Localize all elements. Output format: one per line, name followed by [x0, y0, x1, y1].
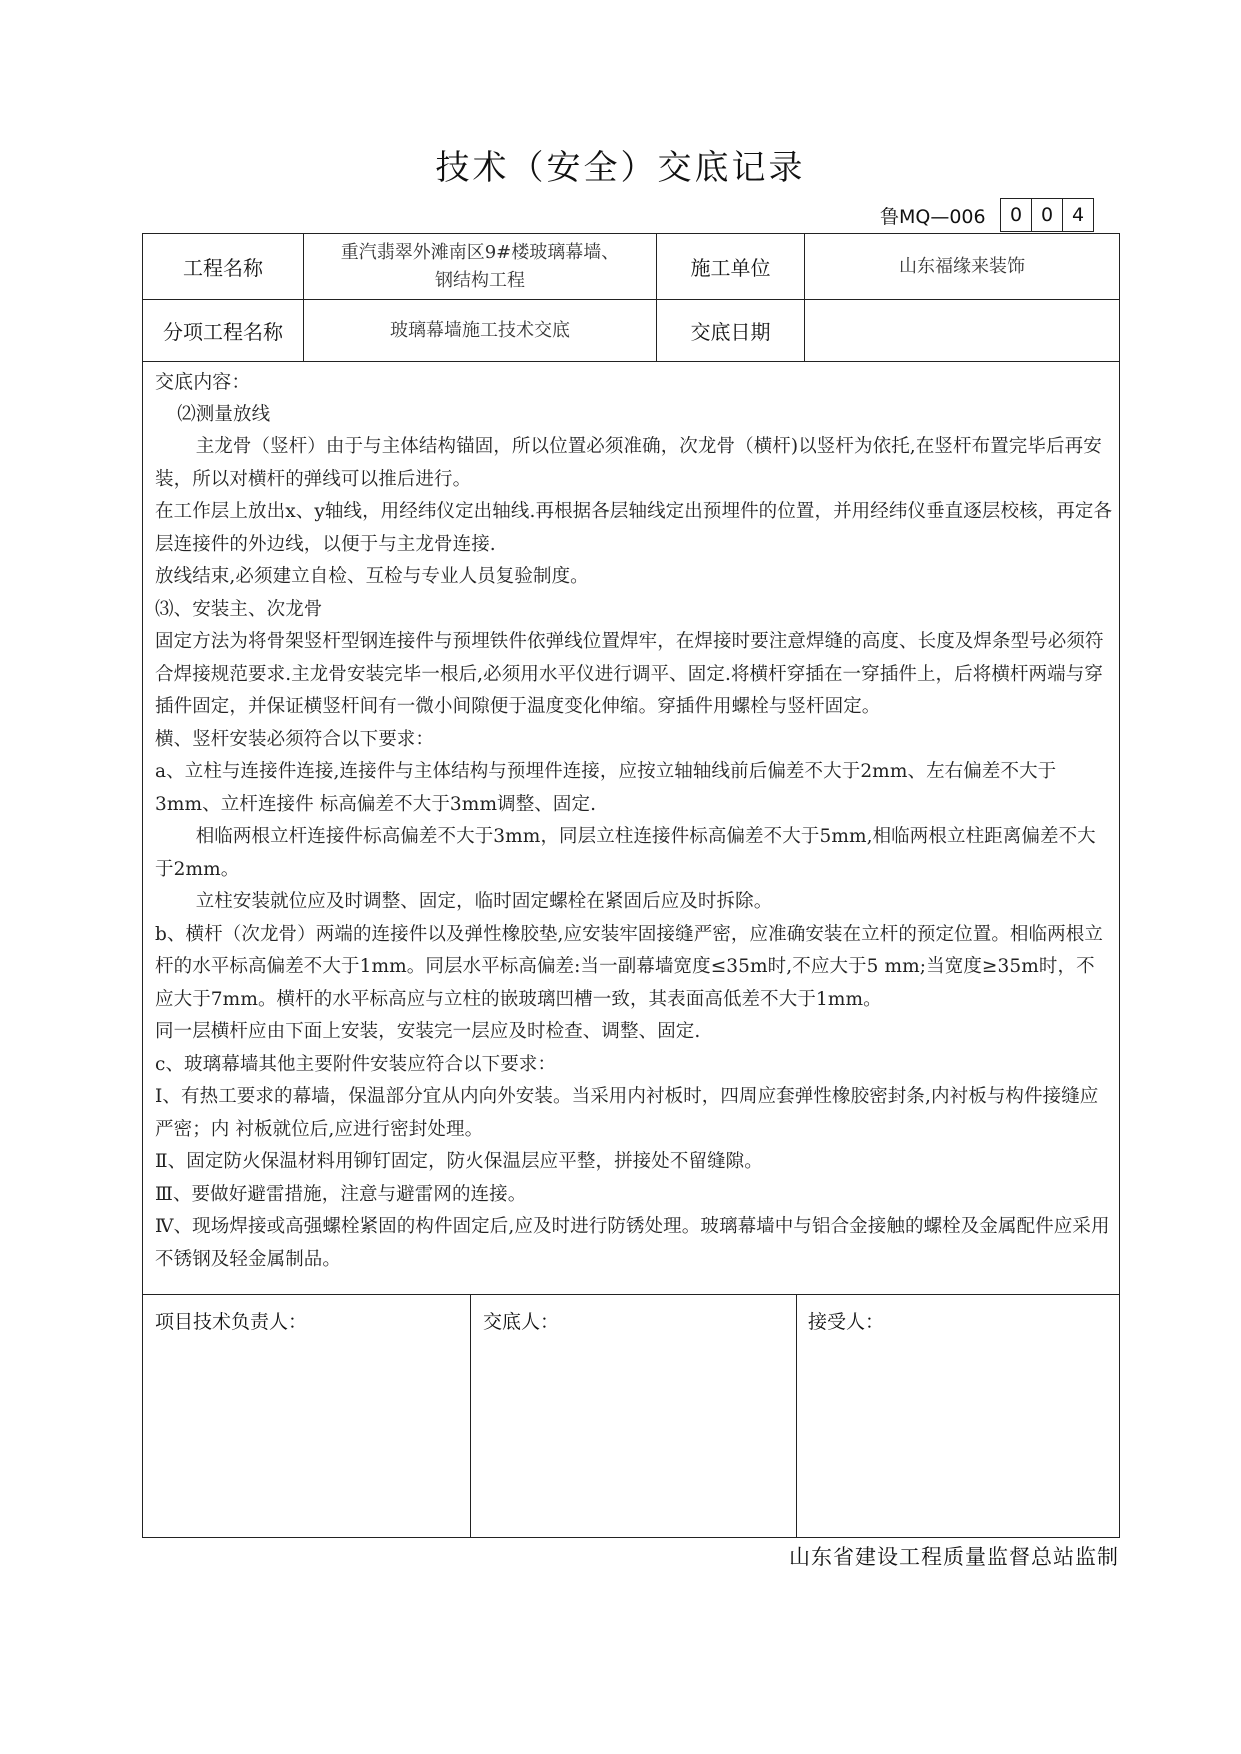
content-paragraph: Ⅰ、有热工要求的幕墙，保温部分宜从内向外安装。当采用内衬板时，四周应套弹性橡胶密封条,内衬板与构件接缝应严密；内 衬板就位后,应进行密封处理。 — [155, 1086, 1099, 1140]
date-label: 交底日期 — [690, 320, 771, 344]
serial-number-boxes — [1000, 198, 1093, 232]
form-code: 鲁MQ—006 — [880, 206, 986, 228]
content-paragraph: 同一层横杆应由下面上安装，安装完一层应及时检查、调整、固定. — [155, 1021, 701, 1042]
row-divider — [143, 361, 1119, 362]
tech-lead-signature-label: 项目技术负责人： — [155, 1311, 308, 1333]
contractor-label: 施工单位 — [690, 256, 771, 280]
presenter-signature-label: 交底人： — [483, 1311, 560, 1333]
col-divider — [796, 1294, 797, 1537]
content-paragraph: Ⅳ、现场焊接或高强螺栓紧固的构件固定后,应及时进行防锈处理。玻璃幕墙中与铝合金接触的螺栓及金属配件应采用不锈钢及轻金属制品。 — [155, 1216, 1110, 1270]
content-paragraph: 横、竖杆安装必须符合以下要求： — [155, 728, 435, 750]
col-divider — [470, 1294, 471, 1537]
serial-digit: 0 — [1000, 198, 1032, 232]
content-paragraph: 在工作层上放出x、y轴线，用经纬仪定出轴线.再根据各层轴线定出预埋件的位置，并用经纬仪垂直逐层校核，再定各层连接件的外边线，以便于与主龙骨连接. — [155, 501, 1113, 555]
content-label: 交底内容： — [155, 371, 251, 393]
content-paragraph: 立柱安装就位应及时调整、固定，临时固定螺栓在紧固后应及时拆除。 — [195, 891, 773, 912]
sub-project-label: 分项工程名称 — [163, 320, 283, 344]
issuer-footer: 山东省建设工程质量监督总站监制 — [789, 1545, 1119, 1569]
document-title: 技术（安全）交底记录 — [435, 148, 806, 188]
receiver-signature-label: 接受人： — [808, 1311, 885, 1333]
project-name-value — [304, 234, 656, 299]
content-paragraph: c、玻璃幕墙其他主要附件安装应符合以下要求： — [155, 1053, 557, 1075]
project-name-line: 钢结构工程 — [435, 269, 525, 291]
form-table — [142, 233, 1120, 1538]
content-paragraph: 主龙骨（竖杆）由于与主体结构锚固，所以位置必须准确，次龙骨（横杆)以竖杆为依托,在竖杆布置完毕后再安装，所以对横杆的弹线可以推后进行。 — [155, 436, 1102, 490]
date-value — [805, 300, 1119, 361]
content-paragraph: 相临两根立杆连接件标高偏差不大于3mm，同层立柱连接件标高偏差不大于5mm,相临两根立柱距离偏差不大于2mm。 — [155, 826, 1096, 880]
briefing-content — [155, 366, 1113, 1276]
content-paragraph: Ⅱ、固定防火保温材料用铆钉固定，防火保温层应平整，拼接处不留缝隙。 — [155, 1151, 763, 1172]
contractor-value: 山东福缘来装饰 — [899, 255, 1025, 277]
serial-digit: 4 — [1062, 198, 1094, 232]
content-paragraph: ⑶、安装主、次龙骨 — [155, 598, 323, 620]
content-paragraph: a、立柱与连接件连接,连接件与主体结构与预埋件连接，应按立轴轴线前后偏差不大于2mm、左右偏差不大于3mm、立杆连接件 标高偏差不大于3mm调整、固定. — [155, 761, 1057, 815]
content-paragraph: 固定方法为将骨架竖杆型钢连接件与预埋铁件依弹线位置焊牢，在焊接时要注意焊缝的高度、长度及焊条型号必须符合焊接规范要求.主龙骨安装完毕一根后,必须用水平仪进行调平、固定.将横杆穿插在一穿插件上，后将横杆两端与穿插件固定，并保证横竖杆间有一微小间隙便于温度变化伸缩。穿插件用螺栓与竖杆固定。 — [155, 631, 1104, 717]
content-paragraph: 放线结束,必须建立自检、互检与专业人员复验制度。 — [155, 566, 589, 587]
sub-project-value: 玻璃幕墙施工技术交底 — [390, 319, 570, 341]
row-divider — [143, 1294, 1119, 1295]
project-name-label: 工程名称 — [183, 256, 263, 280]
project-name-line: 重汽翡翠外滩南区9#楼玻璃幕墙、 — [340, 241, 620, 263]
serial-digit: 0 — [1031, 198, 1063, 232]
content-paragraph: b、横杆（次龙骨）两端的连接件以及弹性橡胶垫,应安装牢固接缝严密，应准确安装在立杆的预定位置。相临两根立杆的水平标高偏差不大于1mm。同层水平标高偏差:当一副幕墙宽度≤35m时,不应大于5 mm;当宽度≥35m时，不应大于7mm。横杆的水平标高应与立柱的嵌玻璃凹槽一致，其表面高低差不大于1mm。 — [155, 923, 1103, 1010]
content-paragraph: ⑵测量放线 — [177, 403, 271, 425]
content-paragraph: Ⅲ、要做好避雷措施，注意与避雷网的连接。 — [155, 1183, 527, 1205]
